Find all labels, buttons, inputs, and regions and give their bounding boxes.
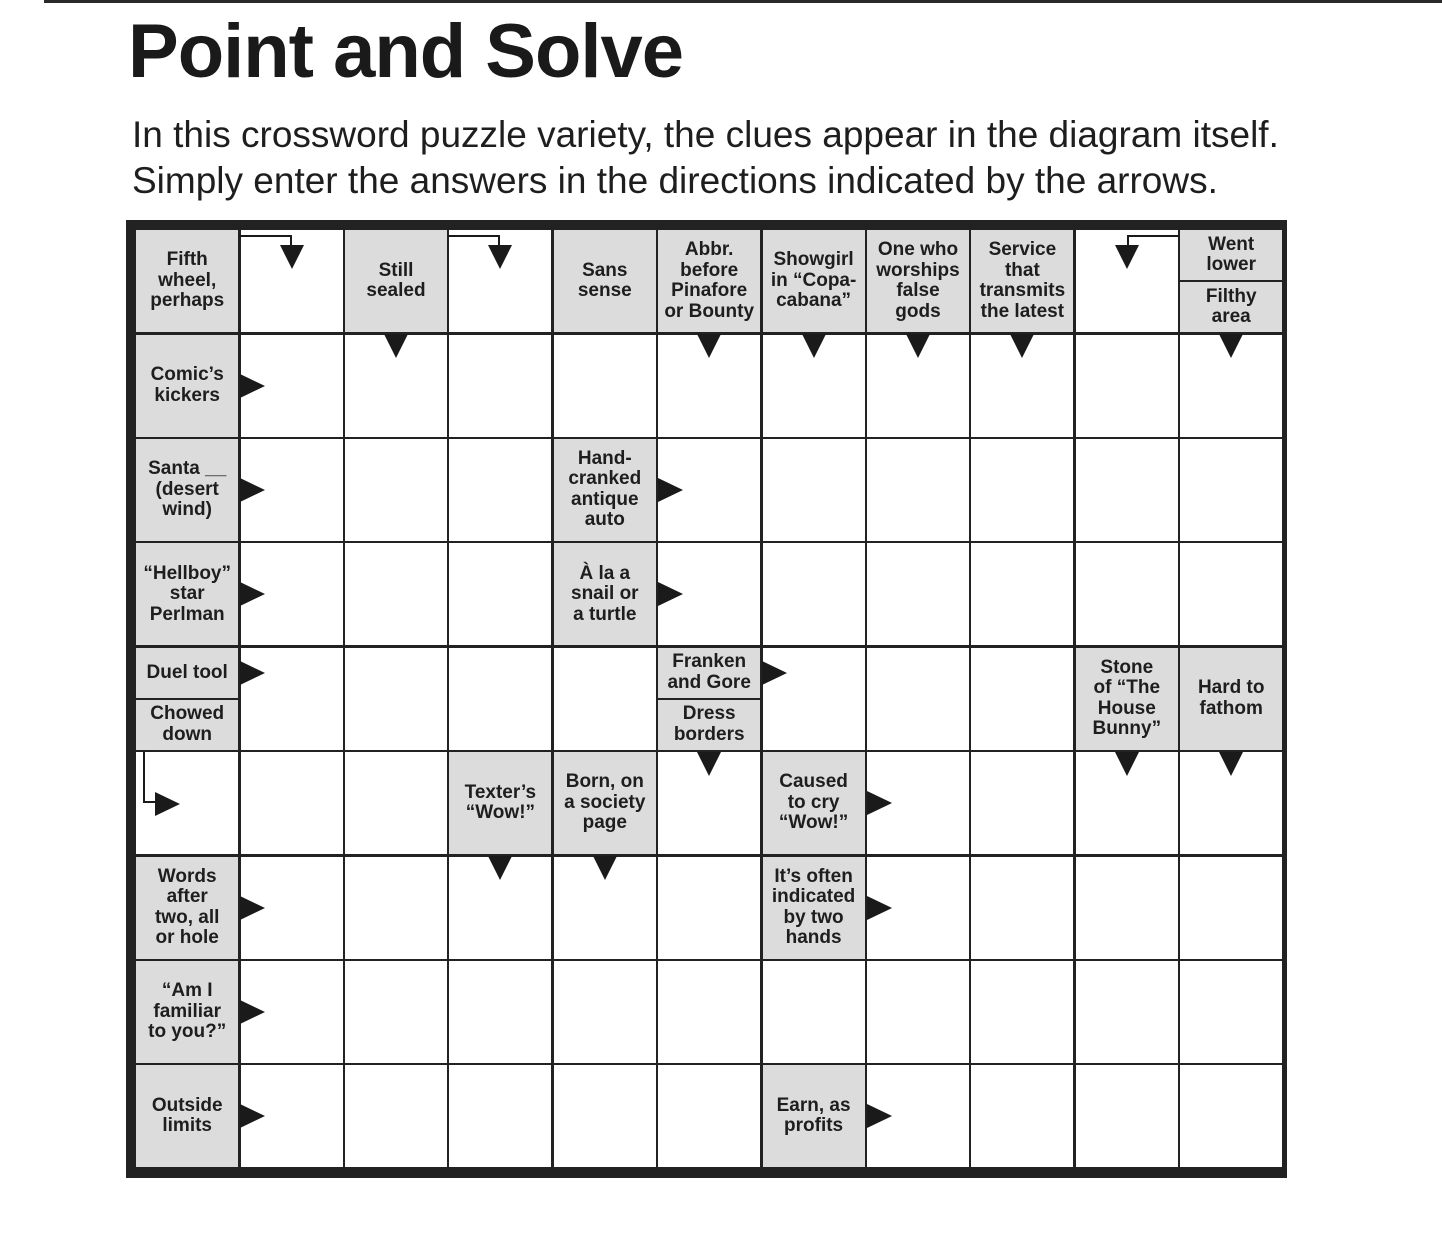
answer-cell[interactable]: [554, 961, 656, 1063]
clue-cell: [763, 857, 865, 959]
answer-cell[interactable]: [763, 961, 865, 1063]
answer-cell[interactable]: [971, 1065, 1073, 1167]
answer-cell[interactable]: [1180, 543, 1282, 645]
clue-text: Hard to fathom: [1197, 677, 1265, 719]
answer-cell[interactable]: [867, 961, 969, 1063]
answer-cell[interactable]: [1180, 961, 1282, 1063]
answer-cell[interactable]: [867, 648, 969, 750]
clue-cell: [1180, 648, 1282, 750]
clue-cell: [136, 1065, 238, 1167]
answer-cell[interactable]: [345, 752, 447, 854]
clue-text: Franken and Gore: [667, 651, 751, 693]
clue-cell: [658, 648, 760, 750]
clue-cell: [971, 230, 1073, 332]
answer-cell[interactable]: [1076, 335, 1178, 437]
clue-cell: [136, 439, 238, 541]
arrow-down-icon: [906, 334, 930, 358]
arrow-down-icon: [488, 245, 512, 269]
arrow-right-icon: [240, 582, 265, 606]
clue-text: It’s often indicated by two hands: [771, 865, 856, 949]
clue-text: Dress borders: [673, 703, 745, 745]
arrow-down-icon: [697, 752, 721, 776]
arrow-right-icon: [867, 896, 892, 920]
clue-text: Chowed down: [150, 703, 225, 745]
arrow-down-icon: [1010, 334, 1034, 358]
clue-text: “Hellboy” star Perlman: [143, 562, 231, 625]
arrow-right-icon: [240, 1000, 265, 1024]
arrow-right-icon: [240, 1104, 265, 1128]
answer-cell[interactable]: [345, 1065, 447, 1167]
answer-cell[interactable]: [449, 648, 551, 750]
answer-cell[interactable]: [1180, 439, 1282, 541]
clue-cell: [136, 648, 238, 750]
answer-cell[interactable]: [449, 1065, 551, 1167]
clue-text: Earn, as profits: [776, 1094, 851, 1137]
clue-cell: [554, 439, 656, 541]
bent-arrow-line: [239, 235, 291, 245]
answer-cell[interactable]: [658, 961, 760, 1063]
clue-text: À la a snail or a turtle: [571, 562, 639, 625]
clue-text: Showgirl in “Copa- cabana”: [770, 249, 857, 312]
answer-cell[interactable]: [1076, 1065, 1178, 1167]
answer-cell[interactable]: [763, 439, 865, 541]
clue-cell: [763, 230, 865, 332]
arrow-down-icon: [488, 856, 512, 880]
top-rule: [44, 0, 1442, 3]
answer-cell[interactable]: [449, 335, 551, 437]
clue-cell: [554, 230, 656, 332]
clue-text: Sans sense: [577, 259, 632, 302]
page-title: Point and Solve: [128, 9, 684, 94]
arrow-right-icon: [867, 791, 892, 815]
arrow-right-icon: [240, 374, 265, 398]
answer-cell[interactable]: [1076, 543, 1178, 645]
answer-cell[interactable]: [971, 648, 1073, 750]
clue-cell: [554, 543, 656, 645]
arrow-right-icon: [155, 792, 180, 816]
clue-text: Service that transmits the latest: [979, 239, 1066, 322]
clue-cell: [658, 230, 760, 332]
arrow-down-icon: [1219, 752, 1243, 776]
arrow-down-icon: [1115, 245, 1139, 269]
clue-text: Stone of “The House Bunny”: [1092, 656, 1162, 740]
arrow-right-icon: [658, 478, 683, 502]
arrow-down-icon: [802, 334, 826, 358]
answer-cell[interactable]: [867, 543, 969, 645]
clue-text: “Am I familiar to you?”: [148, 980, 227, 1043]
answer-cell[interactable]: [345, 961, 447, 1063]
clue-text: One who worships false gods: [876, 239, 960, 322]
clue-text: Born, on a society page: [564, 771, 646, 834]
clue-cell: [136, 543, 238, 645]
arrow-down-icon: [1115, 752, 1139, 776]
clue-cell: [136, 857, 238, 959]
arrow-right-icon: [867, 1104, 892, 1128]
clue-text: Words after two, all or hole: [154, 865, 220, 949]
arrow-down-icon: [280, 245, 304, 269]
instructions: [132, 112, 1332, 204]
answer-cell[interactable]: [971, 752, 1073, 854]
clue-text: Caused to cry “Wow!”: [778, 771, 849, 834]
answer-cell[interactable]: [345, 648, 447, 750]
clue-text: Still sealed: [366, 259, 426, 302]
clue-text: Outside limits: [151, 1094, 223, 1137]
clue-cell: [136, 961, 238, 1063]
clue-text: Fifth wheel, perhaps: [150, 249, 225, 312]
bent-arrow-line: [1127, 235, 1179, 245]
answer-cell[interactable]: [241, 752, 343, 854]
arrow-down-icon: [697, 334, 721, 358]
answer-cell[interactable]: [554, 335, 656, 437]
answer-cell[interactable]: [763, 543, 865, 645]
arrow-right-icon: [658, 582, 683, 606]
arrow-down-icon: [1219, 334, 1243, 358]
clue-text: Abbr. before Pinafore or Bounty: [664, 239, 755, 322]
answer-cell[interactable]: [971, 961, 1073, 1063]
answer-cell[interactable]: [554, 648, 656, 750]
clue-text: Filthy area: [1205, 285, 1257, 328]
answer-cell[interactable]: [345, 543, 447, 645]
answer-cell[interactable]: [345, 439, 447, 541]
arrow-right-icon: [240, 661, 265, 685]
answer-cell[interactable]: [658, 857, 760, 959]
clue-cell: [867, 230, 969, 332]
bent-arrow-line: [448, 235, 500, 245]
crossword-grid: [126, 220, 1287, 1178]
answer-cell[interactable]: [1076, 857, 1178, 959]
clue-cell: [1076, 648, 1178, 750]
clue-text: Hand- cranked antique auto: [568, 447, 642, 531]
answer-cell[interactable]: [554, 1065, 656, 1167]
clue-cell: [136, 230, 238, 332]
arrow-right-icon: [240, 896, 265, 920]
answer-cell[interactable]: [971, 439, 1073, 541]
answer-cell[interactable]: [867, 439, 969, 541]
answer-cell[interactable]: [345, 857, 447, 959]
clue-cell: [449, 752, 551, 854]
answer-cell[interactable]: [1076, 961, 1178, 1063]
clue-cell: [345, 230, 447, 332]
arrow-right-icon: [240, 478, 265, 502]
clue-cell: [1180, 230, 1282, 332]
clue-text: Santa __ (desert wind): [148, 458, 227, 521]
instructions-line: Simply enter the answers in the directions indicated by the arrows.: [132, 160, 1218, 201]
answer-cell[interactable]: [449, 439, 551, 541]
arrow-right-icon: [762, 661, 787, 685]
clue-cell: [554, 752, 656, 854]
clue-cell: [136, 335, 238, 437]
instructions-line: In this crossword puzzle variety, the clues appear in the diagram itself.: [132, 114, 1279, 155]
clue-text: Comic’s kickers: [150, 364, 224, 406]
answer-cell[interactable]: [658, 1065, 760, 1167]
answer-cell[interactable]: [1076, 439, 1178, 541]
answer-cell[interactable]: [971, 543, 1073, 645]
clue-cell: [763, 752, 865, 854]
clue-cell: [763, 1065, 865, 1167]
answer-cell[interactable]: [1180, 1065, 1282, 1167]
answer-cell[interactable]: [449, 543, 551, 645]
clue-text: Texter’s “Wow!”: [464, 781, 537, 824]
clue-text: Duel tool: [146, 661, 228, 683]
arrow-down-icon: [384, 334, 408, 358]
clue-text: Went lower: [1206, 233, 1256, 276]
arrow-down-icon: [593, 856, 617, 880]
answer-cell[interactable]: [449, 961, 551, 1063]
answer-cell[interactable]: [1180, 857, 1282, 959]
answer-cell[interactable]: [971, 857, 1073, 959]
